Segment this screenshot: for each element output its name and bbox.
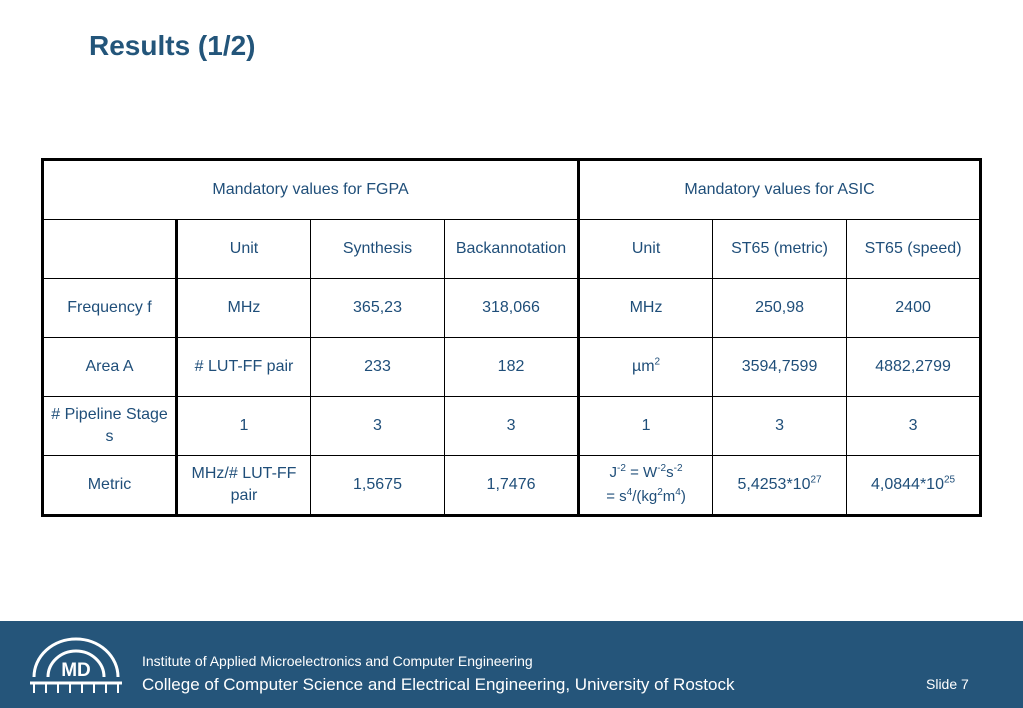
group-header-fpga: Mandatory values for FGPA — [43, 160, 579, 220]
cell-fpga-unit: # LUT-FF pair — [177, 338, 311, 397]
cell-asic-unit — [579, 338, 713, 397]
header-empty-cell — [43, 220, 177, 279]
unit-base: µm — [631, 357, 655, 375]
institute-logo — [26, 629, 126, 701]
cell-asic-unit: 1 — [579, 397, 713, 456]
header-synthesis: Synthesis — [311, 220, 445, 279]
table-row — [43, 397, 981, 456]
cell-backannotation: 318,066 — [445, 279, 579, 338]
unit-s: s — [666, 464, 674, 481]
unit-kg: /(kg — [632, 488, 658, 505]
value-base: 4,0844*10 — [871, 475, 944, 493]
row-label: Frequency f — [43, 279, 177, 338]
cell-synthesis: 365,23 — [311, 279, 445, 338]
unit-j: J — [609, 464, 618, 481]
unit-exponent: 2 — [654, 356, 661, 368]
row-label: Metric — [43, 456, 177, 516]
unit-eq-s: = s — [606, 488, 627, 505]
row-label: # Pipeline Stages — [43, 397, 177, 456]
footer-bar — [0, 621, 1023, 708]
college-name: College of Computer Science and Electrical Engineering, University of Rostock — [142, 675, 735, 694]
unit-kg-exp: 2 — [657, 487, 663, 498]
header-unit-asic: Unit — [579, 220, 713, 279]
cell-st65-metric: 250,98 — [713, 279, 847, 338]
cell-synthesis: 233 — [311, 338, 445, 397]
cell-st65-speed — [847, 456, 981, 516]
unit-s4-exp: 4 — [626, 487, 633, 498]
table-row — [43, 456, 981, 516]
cell-backannotation: 1,7476 — [445, 456, 579, 516]
cell-fpga-unit: 1 — [177, 397, 311, 456]
value-base: 5,4253*10 — [737, 475, 811, 493]
cell-st65-metric — [713, 456, 847, 516]
unit-w-exp: -2 — [657, 463, 667, 474]
unit-s-exp: -2 — [673, 463, 683, 474]
logo-text: MD — [61, 660, 91, 681]
table-column-header-row — [43, 220, 981, 279]
cell-asic-unit — [579, 456, 713, 516]
value-exponent: 25 — [943, 474, 956, 486]
cell-backannotation: 3 — [445, 397, 579, 456]
table-row — [43, 338, 981, 397]
unit-close: ) — [680, 488, 686, 505]
cell-st65-speed: 3 — [847, 397, 981, 456]
unit-eq-w: = W — [625, 464, 658, 481]
cell-asic-unit: MHz — [579, 279, 713, 338]
page-title: Results (1/2) — [89, 30, 256, 61]
table-row — [43, 279, 981, 338]
results-table — [41, 158, 982, 517]
institute-name: Institute of Applied Microelectronics and Computer Engineering — [142, 653, 533, 669]
cell-synthesis: 1,5675 — [311, 456, 445, 516]
unit-m: m — [662, 488, 676, 505]
cell-fpga-unit: MHz — [177, 279, 311, 338]
header-backannotation: Backannotation — [445, 220, 579, 279]
header-unit-fpga: Unit — [177, 220, 311, 279]
group-header-asic: Mandatory values for ASIC — [579, 160, 981, 220]
unit-j-exp: -2 — [617, 463, 626, 474]
slide-number: Slide 7 — [926, 676, 969, 692]
cell-st65-speed: 4882,2799 — [847, 338, 981, 397]
table-group-header-row — [43, 160, 981, 220]
header-st65-metric: ST65 (metric) — [713, 220, 847, 279]
cell-st65-metric: 3 — [713, 397, 847, 456]
row-label: Area A — [43, 338, 177, 397]
value-exponent: 27 — [810, 474, 822, 486]
header-st65-speed: ST65 (speed) — [847, 220, 981, 279]
cell-fpga-unit: MHz/# LUT-FF pair — [177, 456, 311, 516]
cell-st65-speed: 2400 — [847, 279, 981, 338]
unit-m-exp: 4 — [675, 487, 681, 498]
cell-backannotation: 182 — [445, 338, 579, 397]
cell-synthesis: 3 — [311, 397, 445, 456]
cell-st65-metric: 3594,7599 — [713, 338, 847, 397]
